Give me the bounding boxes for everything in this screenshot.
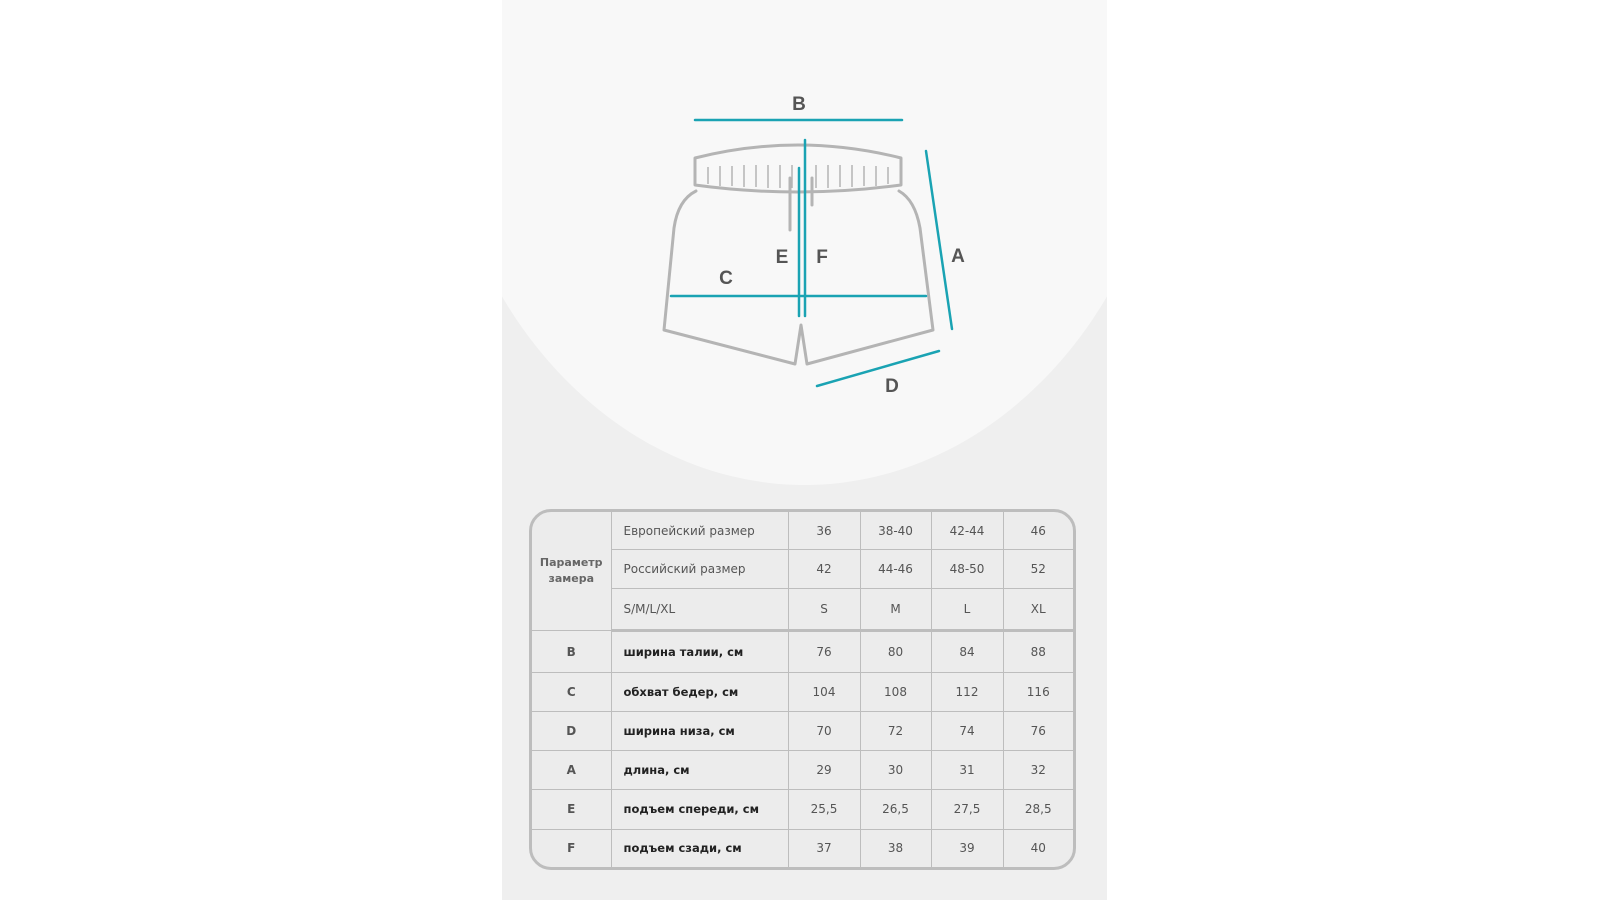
label-e: E — [775, 247, 789, 268]
header-value-cell: L — [931, 589, 1003, 631]
header-value-cell: 52 — [1003, 550, 1073, 589]
header-row-label: Российский размер — [611, 550, 788, 589]
header-value-cell: 36 — [788, 512, 860, 550]
header-value-cell: 38-40 — [860, 512, 931, 550]
header-row-label: Европейский размер — [611, 512, 788, 550]
label-c: C — [719, 268, 733, 289]
table-row — [532, 712, 1073, 751]
measure-code-cell: B — [532, 631, 611, 673]
table-row — [532, 672, 1073, 711]
label-a: A — [951, 246, 965, 267]
measure-value-cell: 116 — [1003, 672, 1073, 711]
measure-label-cell: подъем спереди, см — [611, 790, 788, 829]
measure-value-cell: 80 — [860, 631, 931, 673]
header-value-cell: XL — [1003, 589, 1073, 631]
measure-value-cell: 32 — [1003, 751, 1073, 790]
measure-code-cell: D — [532, 712, 611, 751]
measure-value-cell: 26,5 — [860, 790, 931, 829]
measure-value-cell: 112 — [931, 672, 1003, 711]
measure-value-cell: 27,5 — [931, 790, 1003, 829]
table-header-row — [532, 512, 1073, 550]
label-f: F — [816, 247, 828, 268]
header-value-cell: 48-50 — [931, 550, 1003, 589]
measure-value-cell: 108 — [860, 672, 931, 711]
shorts-diagram — [502, 0, 1107, 500]
measure-value-cell: 40 — [1003, 829, 1073, 867]
measure-value-cell: 37 — [788, 829, 860, 867]
header-value-cell: M — [860, 589, 931, 631]
measure-value-cell: 84 — [931, 631, 1003, 673]
measure-value-cell: 31 — [931, 751, 1003, 790]
measure-value-cell: 38 — [860, 829, 931, 867]
measure-value-cell: 88 — [1003, 631, 1073, 673]
measure-value-cell: 70 — [788, 712, 860, 751]
table-header-row — [532, 550, 1073, 589]
measure-label-cell: подъем сзади, см — [611, 829, 788, 867]
measure-value-cell: 72 — [860, 712, 931, 751]
header-value-cell: 42 — [788, 550, 860, 589]
table-row — [532, 829, 1073, 867]
header-value-cell: S — [788, 589, 860, 631]
measure-value-cell: 76 — [788, 631, 860, 673]
measure-label-cell: обхват бедер, см — [611, 672, 788, 711]
measure-label-cell: ширина талии, см — [611, 631, 788, 673]
measure-label-cell: длина, см — [611, 751, 788, 790]
measure-value-cell: 30 — [860, 751, 931, 790]
measure-code-cell: F — [532, 829, 611, 867]
measure-value-cell: 76 — [1003, 712, 1073, 751]
measure-label-cell: ширина низа, см — [611, 712, 788, 751]
size-table-grid — [532, 512, 1073, 867]
measure-value-cell: 104 — [788, 672, 860, 711]
measure-value-cell: 74 — [931, 712, 1003, 751]
header-value-cell: 42-44 — [931, 512, 1003, 550]
measure-value-cell: 28,5 — [1003, 790, 1073, 829]
table-row — [532, 790, 1073, 829]
param-header-cell: Параметр замера — [532, 512, 611, 631]
header-value-cell: 44-46 — [860, 550, 931, 589]
measure-code-cell: E — [532, 790, 611, 829]
table-row — [532, 751, 1073, 790]
measure-code-cell: A — [532, 751, 611, 790]
table-header-row — [532, 589, 1073, 631]
size-guide-panel — [502, 0, 1107, 900]
table-row — [532, 631, 1073, 673]
label-d: D — [885, 376, 899, 397]
header-row-label: S/M/L/XL — [611, 589, 788, 631]
measure-value-cell: 39 — [931, 829, 1003, 867]
label-b: B — [792, 94, 806, 115]
measure-code-cell: C — [532, 672, 611, 711]
measure-value-cell: 25,5 — [788, 790, 860, 829]
measure-value-cell: 29 — [788, 751, 860, 790]
size-table — [529, 509, 1076, 870]
header-value-cell: 46 — [1003, 512, 1073, 550]
